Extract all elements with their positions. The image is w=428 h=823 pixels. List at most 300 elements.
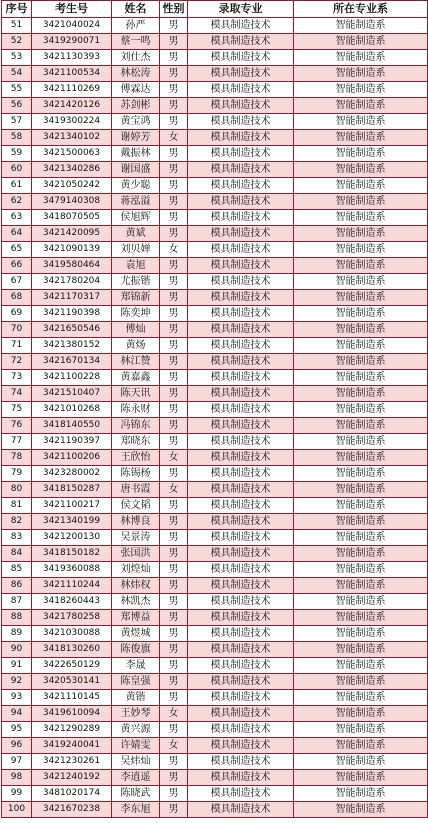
cell-candidate-number: 3421780204 [32, 274, 112, 290]
cell-gender: 男 [160, 626, 188, 642]
cell-department: 智能制造系 [294, 338, 428, 354]
cell-gender: 男 [160, 402, 188, 418]
cell-seq: 81 [2, 498, 32, 514]
cell-gender: 男 [160, 802, 188, 818]
cell-admitted-major: 模具制造技术 [188, 802, 294, 818]
cell-department: 智能制造系 [294, 738, 428, 754]
cell-admitted-major: 模具制造技术 [188, 274, 294, 290]
cell-seq: 64 [2, 226, 32, 242]
cell-admitted-major: 模具制造技术 [188, 658, 294, 674]
cell-department: 智能制造系 [294, 770, 428, 786]
table-row [2, 258, 428, 274]
table-row [2, 770, 428, 786]
cell-seq: 83 [2, 530, 32, 546]
table-row [2, 802, 428, 818]
cell-candidate-number: 3421130393 [32, 50, 112, 66]
cell-seq: 57 [2, 114, 32, 130]
table-row [2, 290, 428, 306]
cell-department: 智能制造系 [294, 578, 428, 594]
cell-seq: 98 [2, 770, 32, 786]
cell-seq: 78 [2, 450, 32, 466]
cell-department: 智能制造系 [294, 626, 428, 642]
cell-admitted-major: 模具制造技术 [188, 466, 294, 482]
cell-name: 吴景涛 [112, 530, 160, 546]
cell-name: 刘仕杰 [112, 50, 160, 66]
table-row [2, 578, 428, 594]
cell-seq: 89 [2, 626, 32, 642]
cell-admitted-major: 模具制造技术 [188, 722, 294, 738]
table-header-row [2, 1, 428, 18]
cell-admitted-major: 模具制造技术 [188, 754, 294, 770]
cell-seq: 68 [2, 290, 32, 306]
cell-candidate-number: 3421500063 [32, 146, 112, 162]
table-row [2, 594, 428, 610]
cell-name: 黄炀 [112, 338, 160, 354]
cell-admitted-major: 模具制造技术 [188, 386, 294, 402]
cell-department: 智能制造系 [294, 130, 428, 146]
table-row [2, 98, 428, 114]
cell-name: 侯文韬 [112, 498, 160, 514]
cell-candidate-number: 3418140550 [32, 418, 112, 434]
cell-department: 智能制造系 [294, 642, 428, 658]
cell-department: 智能制造系 [294, 18, 428, 34]
table-row [2, 626, 428, 642]
cell-name: 刘煌灿 [112, 562, 160, 578]
cell-gender: 女 [160, 482, 188, 498]
cell-name: 林松涛 [112, 66, 160, 82]
cell-candidate-number: 3421340199 [32, 514, 112, 530]
cell-department: 智能制造系 [294, 418, 428, 434]
cell-gender: 男 [160, 354, 188, 370]
cell-name: 林江赞 [112, 354, 160, 370]
cell-gender: 男 [160, 322, 188, 338]
table-row [2, 34, 428, 50]
cell-candidate-number: 3421030088 [32, 626, 112, 642]
cell-gender: 男 [160, 50, 188, 66]
cell-admitted-major: 模具制造技术 [188, 626, 294, 642]
cell-seq: 90 [2, 642, 32, 658]
cell-department: 智能制造系 [294, 50, 428, 66]
table-row [2, 674, 428, 690]
cell-department: 智能制造系 [294, 114, 428, 130]
cell-candidate-number: 3421100206 [32, 450, 112, 466]
cell-name: 王欣怡 [112, 450, 160, 466]
table-row [2, 658, 428, 674]
cell-department: 智能制造系 [294, 466, 428, 482]
cell-seq: 70 [2, 322, 32, 338]
table-row [2, 418, 428, 434]
cell-candidate-number: 3421100228 [32, 370, 112, 386]
cell-name: 陈锡杨 [112, 466, 160, 482]
cell-seq: 59 [2, 146, 32, 162]
cell-candidate-number: 3421010268 [32, 402, 112, 418]
cell-gender: 男 [160, 66, 188, 82]
cell-admitted-major: 模具制造技术 [188, 594, 294, 610]
cell-department: 智能制造系 [294, 34, 428, 50]
cell-department: 智能制造系 [294, 274, 428, 290]
cell-admitted-major: 模具制造技术 [188, 258, 294, 274]
cell-gender: 男 [160, 722, 188, 738]
cell-admitted-major: 模具制造技术 [188, 418, 294, 434]
cell-seq: 100 [2, 802, 32, 818]
table-row [2, 690, 428, 706]
cell-admitted-major: 模具制造技术 [188, 578, 294, 594]
cell-seq: 55 [2, 82, 32, 98]
table-row [2, 306, 428, 322]
header-department: 所在专业系 [294, 1, 428, 18]
cell-gender: 男 [160, 498, 188, 514]
cell-seq: 67 [2, 274, 32, 290]
cell-gender: 男 [160, 82, 188, 98]
cell-name: 吴炜灿 [112, 754, 160, 770]
table-row [2, 530, 428, 546]
cell-gender: 男 [160, 210, 188, 226]
cell-candidate-number: 3421650546 [32, 322, 112, 338]
cell-gender: 女 [160, 242, 188, 258]
cell-name: 许婧雯 [112, 738, 160, 754]
cell-department: 智能制造系 [294, 706, 428, 722]
cell-candidate-number: 3421670238 [32, 802, 112, 818]
cell-gender: 男 [160, 18, 188, 34]
cell-seq: 52 [2, 34, 32, 50]
cell-candidate-number: 3418130260 [32, 642, 112, 658]
cell-name: 林炜权 [112, 578, 160, 594]
cell-admitted-major: 模具制造技术 [188, 706, 294, 722]
cell-seq: 75 [2, 402, 32, 418]
table-row [2, 178, 428, 194]
cell-name: 林凯杰 [112, 594, 160, 610]
table-row [2, 722, 428, 738]
table-row [2, 66, 428, 82]
cell-admitted-major: 模具制造技术 [188, 306, 294, 322]
cell-admitted-major: 模具制造技术 [188, 546, 294, 562]
cell-name: 黄宝鸿 [112, 114, 160, 130]
table-row [2, 786, 428, 802]
cell-seq: 84 [2, 546, 32, 562]
cell-admitted-major: 模具制造技术 [188, 210, 294, 226]
cell-candidate-number: 3421100217 [32, 498, 112, 514]
cell-name: 陈奕坤 [112, 306, 160, 322]
cell-seq: 51 [2, 18, 32, 34]
cell-candidate-number: 3421190398 [32, 306, 112, 322]
table-row [2, 466, 428, 482]
cell-seq: 94 [2, 706, 32, 722]
cell-candidate-number: 3421040024 [32, 18, 112, 34]
cell-seq: 72 [2, 354, 32, 370]
cell-gender: 男 [160, 418, 188, 434]
cell-seq: 62 [2, 194, 32, 210]
cell-admitted-major: 模具制造技术 [188, 50, 294, 66]
cell-seq: 71 [2, 338, 32, 354]
cell-gender: 男 [160, 770, 188, 786]
cell-seq: 99 [2, 786, 32, 802]
cell-name: 陈皇强 [112, 674, 160, 690]
cell-name: 黄嘉鑫 [112, 370, 160, 386]
header-gender: 性别 [160, 1, 188, 18]
cell-gender: 男 [160, 338, 188, 354]
cell-admitted-major: 模具制造技术 [188, 146, 294, 162]
cell-candidate-number: 3418150287 [32, 482, 112, 498]
cell-gender: 男 [160, 610, 188, 626]
cell-department: 智能制造系 [294, 66, 428, 82]
cell-candidate-number: 3421290289 [32, 722, 112, 738]
cell-gender: 男 [160, 434, 188, 450]
table-row [2, 354, 428, 370]
header-candidate-number: 考生号 [32, 1, 112, 18]
cell-name: 陈永财 [112, 402, 160, 418]
cell-admitted-major: 模具制造技术 [188, 770, 294, 786]
cell-seq: 97 [2, 754, 32, 770]
cell-gender: 男 [160, 162, 188, 178]
header-admitted-major: 录取专业 [188, 1, 294, 18]
table-row [2, 482, 428, 498]
cell-gender: 男 [160, 530, 188, 546]
cell-name: 郑晓东 [112, 434, 160, 450]
cell-department: 智能制造系 [294, 514, 428, 530]
cell-seq: 80 [2, 482, 32, 498]
cell-admitted-major: 模具制造技术 [188, 178, 294, 194]
cell-seq: 54 [2, 66, 32, 82]
cell-gender: 男 [160, 114, 188, 130]
cell-admitted-major: 模具制造技术 [188, 402, 294, 418]
cell-gender: 男 [160, 370, 188, 386]
cell-department: 智能制造系 [294, 210, 428, 226]
table-row [2, 450, 428, 466]
cell-department: 智能制造系 [294, 594, 428, 610]
cell-seq: 60 [2, 162, 32, 178]
cell-seq: 56 [2, 98, 32, 114]
table-row [2, 50, 428, 66]
cell-admitted-major: 模具制造技术 [188, 338, 294, 354]
cell-admitted-major: 模具制造技术 [188, 194, 294, 210]
cell-gender: 男 [160, 754, 188, 770]
cell-department: 智能制造系 [294, 354, 428, 370]
cell-admitted-major: 模具制造技术 [188, 738, 294, 754]
cell-candidate-number: 3419240041 [32, 738, 112, 754]
cell-gender: 男 [160, 194, 188, 210]
cell-candidate-number: 3421230261 [32, 754, 112, 770]
cell-candidate-number: 3421510407 [32, 386, 112, 402]
cell-candidate-number: 3420530141 [32, 674, 112, 690]
cell-seq: 66 [2, 258, 32, 274]
cell-gender: 男 [160, 178, 188, 194]
cell-gender: 男 [160, 786, 188, 802]
cell-candidate-number: 3419290071 [32, 34, 112, 50]
cell-name: 谢婷芳 [112, 130, 160, 146]
cell-department: 智能制造系 [294, 162, 428, 178]
cell-department: 智能制造系 [294, 754, 428, 770]
table-row [2, 642, 428, 658]
cell-candidate-number: 3421340102 [32, 130, 112, 146]
cell-department: 智能制造系 [294, 290, 428, 306]
cell-name: 冯锦东 [112, 418, 160, 434]
header-name: 姓名 [112, 1, 160, 18]
cell-admitted-major: 模具制造技术 [188, 610, 294, 626]
cell-gender: 男 [160, 658, 188, 674]
table-row [2, 322, 428, 338]
cell-seq: 96 [2, 738, 32, 754]
cell-candidate-number: 3421190397 [32, 434, 112, 450]
cell-candidate-number: 3418150182 [32, 546, 112, 562]
cell-seq: 86 [2, 578, 32, 594]
cell-gender: 男 [160, 258, 188, 274]
cell-department: 智能制造系 [294, 674, 428, 690]
table-row [2, 754, 428, 770]
cell-name: 侯旭辉 [112, 210, 160, 226]
cell-admitted-major: 模具制造技术 [188, 690, 294, 706]
cell-department: 智能制造系 [294, 802, 428, 818]
cell-department: 智能制造系 [294, 530, 428, 546]
cell-name: 郑锦新 [112, 290, 160, 306]
table-row [2, 610, 428, 626]
cell-name: 王妙琴 [112, 706, 160, 722]
cell-seq: 61 [2, 178, 32, 194]
cell-seq: 65 [2, 242, 32, 258]
cell-seq: 88 [2, 610, 32, 626]
cell-name: 林博良 [112, 514, 160, 530]
cell-candidate-number: 3421110145 [32, 690, 112, 706]
cell-admitted-major: 模具制造技术 [188, 482, 294, 498]
cell-department: 智能制造系 [294, 98, 428, 114]
cell-seq: 73 [2, 370, 32, 386]
cell-admitted-major: 模具制造技术 [188, 450, 294, 466]
cell-gender: 男 [160, 274, 188, 290]
table-row [2, 338, 428, 354]
cell-name: 黄兴源 [112, 722, 160, 738]
table-row [2, 546, 428, 562]
cell-candidate-number: 3421170317 [32, 290, 112, 306]
table-row [2, 562, 428, 578]
cell-name: 苏剑彬 [112, 98, 160, 114]
cell-department: 智能制造系 [294, 434, 428, 450]
cell-name: 李晟 [112, 658, 160, 674]
cell-name: 陈俊旗 [112, 642, 160, 658]
cell-candidate-number: 3421100534 [32, 66, 112, 82]
table-row [2, 194, 428, 210]
cell-department: 智能制造系 [294, 370, 428, 386]
cell-name: 张国洪 [112, 546, 160, 562]
cell-gender: 男 [160, 562, 188, 578]
cell-gender: 女 [160, 450, 188, 466]
cell-department: 智能制造系 [294, 306, 428, 322]
cell-gender: 男 [160, 146, 188, 162]
table-row [2, 130, 428, 146]
cell-department: 智能制造系 [294, 786, 428, 802]
cell-department: 智能制造系 [294, 450, 428, 466]
table-row [2, 370, 428, 386]
header-seq: 序号 [2, 1, 32, 18]
cell-department: 智能制造系 [294, 82, 428, 98]
cell-department: 智能制造系 [294, 386, 428, 402]
cell-admitted-major: 模具制造技术 [188, 370, 294, 386]
table-row [2, 114, 428, 130]
cell-seq: 93 [2, 690, 32, 706]
cell-gender: 男 [160, 642, 188, 658]
cell-department: 智能制造系 [294, 498, 428, 514]
cell-seq: 69 [2, 306, 32, 322]
table-row [2, 242, 428, 258]
cell-admitted-major: 模具制造技术 [188, 130, 294, 146]
cell-department: 智能制造系 [294, 194, 428, 210]
cell-department: 智能制造系 [294, 546, 428, 562]
cell-seq: 85 [2, 562, 32, 578]
cell-candidate-number: 3479140308 [32, 194, 112, 210]
cell-gender: 女 [160, 130, 188, 146]
cell-admitted-major: 模具制造技术 [188, 674, 294, 690]
cell-admitted-major: 模具制造技术 [188, 434, 294, 450]
cell-admitted-major: 模具制造技术 [188, 562, 294, 578]
table-row [2, 514, 428, 530]
cell-admitted-major: 模具制造技术 [188, 498, 294, 514]
cell-candidate-number: 3421380152 [32, 338, 112, 354]
table-row [2, 210, 428, 226]
cell-gender: 男 [160, 290, 188, 306]
cell-admitted-major: 模具制造技术 [188, 162, 294, 178]
cell-seq: 53 [2, 50, 32, 66]
table-row [2, 146, 428, 162]
cell-admitted-major: 模具制造技术 [188, 66, 294, 82]
cell-name: 唐书霞 [112, 482, 160, 498]
cell-department: 智能制造系 [294, 146, 428, 162]
cell-admitted-major: 模具制造技术 [188, 322, 294, 338]
cell-gender: 男 [160, 514, 188, 530]
cell-name: 袁旭 [112, 258, 160, 274]
cell-candidate-number: 3419360088 [32, 562, 112, 578]
cell-department: 智能制造系 [294, 722, 428, 738]
cell-candidate-number: 3421420126 [32, 98, 112, 114]
cell-department: 智能制造系 [294, 226, 428, 242]
cell-gender: 男 [160, 386, 188, 402]
cell-gender: 男 [160, 674, 188, 690]
cell-candidate-number: 3421050242 [32, 178, 112, 194]
cell-gender: 女 [160, 706, 188, 722]
cell-admitted-major: 模具制造技术 [188, 226, 294, 242]
cell-name: 孙严 [112, 18, 160, 34]
cell-admitted-major: 模具制造技术 [188, 530, 294, 546]
cell-name: 傅霖达 [112, 82, 160, 98]
table-row [2, 498, 428, 514]
cell-candidate-number: 3421670134 [32, 354, 112, 370]
table-row [2, 162, 428, 178]
cell-department: 智能制造系 [294, 690, 428, 706]
cell-gender: 男 [160, 98, 188, 114]
cell-admitted-major: 模具制造技术 [188, 514, 294, 530]
cell-seq: 63 [2, 210, 32, 226]
cell-admitted-major: 模具制造技术 [188, 34, 294, 50]
cell-admitted-major: 模具制造技术 [188, 98, 294, 114]
cell-gender: 男 [160, 306, 188, 322]
cell-candidate-number: 3421780258 [32, 610, 112, 626]
cell-candidate-number: 3423280002 [32, 466, 112, 482]
table-row [2, 18, 428, 34]
cell-admitted-major: 模具制造技术 [188, 642, 294, 658]
table-row [2, 738, 428, 754]
cell-name: 郑博益 [112, 610, 160, 626]
cell-candidate-number: 3418260443 [32, 594, 112, 610]
cell-seq: 95 [2, 722, 32, 738]
cell-seq: 79 [2, 466, 32, 482]
cell-seq: 82 [2, 514, 32, 530]
cell-gender: 女 [160, 738, 188, 754]
cell-seq: 77 [2, 434, 32, 450]
cell-department: 智能制造系 [294, 242, 428, 258]
cell-candidate-number: 3421240192 [32, 770, 112, 786]
cell-admitted-major: 模具制造技术 [188, 354, 294, 370]
cell-gender: 男 [160, 578, 188, 594]
cell-candidate-number: 3421090139 [32, 242, 112, 258]
cell-candidate-number: 3418070505 [32, 210, 112, 226]
cell-candidate-number: 3419300224 [32, 114, 112, 130]
